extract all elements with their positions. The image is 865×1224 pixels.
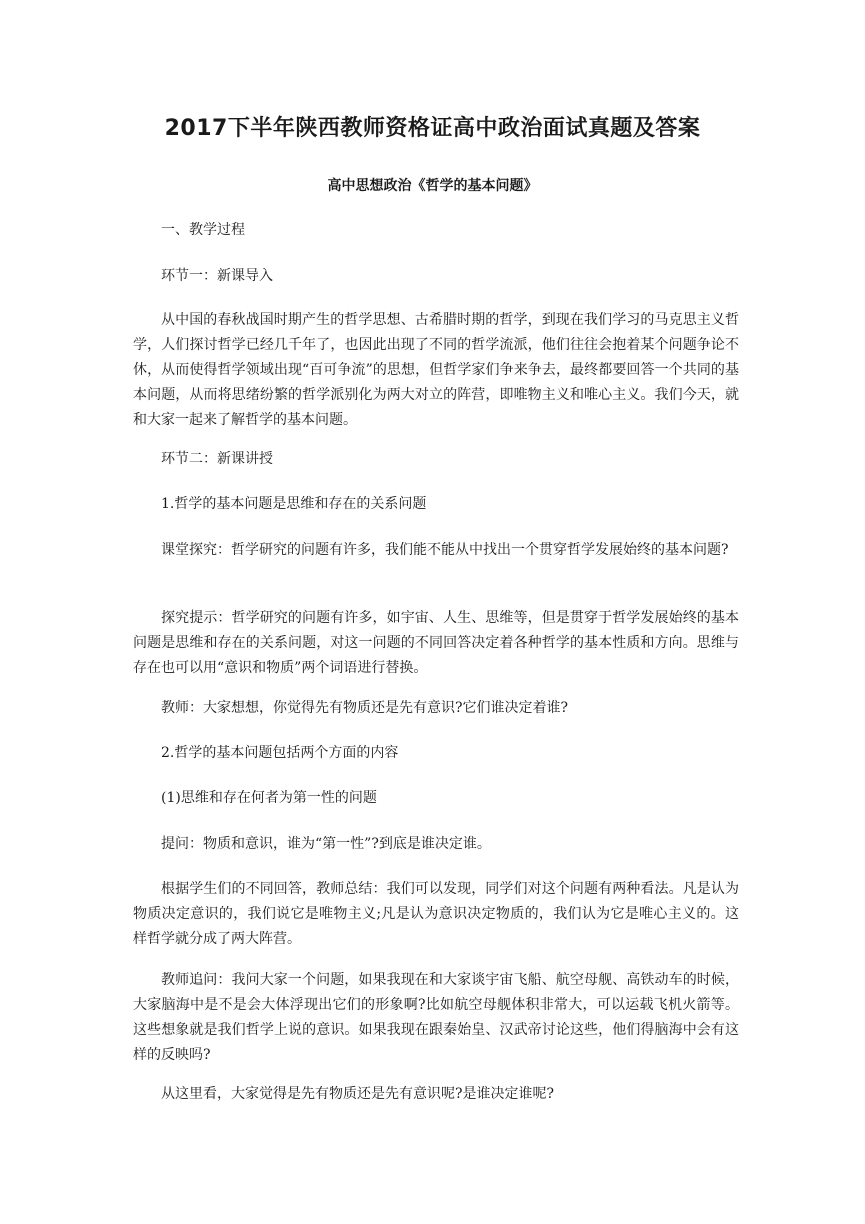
step-heading: 环节一：新课导入: [161, 268, 273, 284]
sub-heading: (1)思维和存在何者为第一性的问题: [161, 790, 377, 806]
body-paragraph: 从中国的春秋战国时期产生的哲学思想、古希腊时期的哲学，到现在我们学习的马克思主义哲学，人们探讨哲学已经几千年了，也因此出现了不同的哲学流派，他们往往会抱着某个问题争论不休，从而使得哲学领域出现“百可争流”的思想，但哲学家们争来争去，最终都要回答一个共同的基本问题，从而将思绪纷繁的哲学派别化为两大对立的阵营，即唯物主义和唯心主义。我们今天，就和大家一起来了解哲学的基本问题。: [133, 312, 739, 428]
document-title: 2017下半年陕西教师资格证高中政治面试真题及答案: [164, 116, 701, 141]
numbered-heading: 1.哲学的基本问题是思维和存在的关系问题: [161, 496, 427, 512]
body-paragraph: 根据学生们的不同回答，教师总结：我们可以发现，同学们对这个问题有两种看法。凡是认为物质决定意识的，我们说它是唯物主义;凡是认为意识决定物质的，我们认为它是唯心主义的。这样哲学就分成了两大阵营。: [133, 881, 739, 947]
body-paragraph: 提问：物质和意识，谁为“第一性”?到底是谁决定谁。: [161, 836, 491, 852]
body-paragraph: 教师追问：我问大家一个问题，如果我现在和大家谈宇宙飞船、航空母舰、高铁动车的时候，大家脑海中是不是会大体浮现出它们的形象啊?比如航空母舰体积非常大，可以运载飞机火箭等。这些想象就是我们哲学上说的意识。如果我现在跟秦始皇、汉武帝讨论这些，他们得脑海中会有这样的反映吗?: [133, 972, 739, 1063]
body-paragraph: 课堂探究：哲学研究的问题有许多，我们能不能从中找出一个贯穿哲学发展始终的基本问题?: [161, 542, 729, 558]
body-paragraph: 探究提示：哲学研究的问题有许多，如宇宙、人生、思维等，但是贯穿于哲学发展始终的基本问题是思维和存在的关系问题，对这一问题的不同回答决定着各种哲学的基本性质和方向。思维与存在也可以用“意识和物质”两个词语进行替换。: [133, 610, 739, 676]
document-subtitle: 高中思想政治《哲学的基本问题》: [327, 178, 538, 194]
body-paragraph: 从这里看，大家觉得是先有物质还是先有意识呢?是谁决定谁呢?: [161, 1086, 555, 1102]
step-heading: 环节二：新课讲授: [161, 451, 273, 467]
section-heading: 一、教学过程: [161, 222, 245, 238]
body-paragraph: 教师：大家想想，你觉得先有物质还是先有意识?它们谁决定着谁?: [161, 700, 569, 716]
numbered-heading: 2.哲学的基本问题包括两个方面的内容: [161, 745, 399, 761]
